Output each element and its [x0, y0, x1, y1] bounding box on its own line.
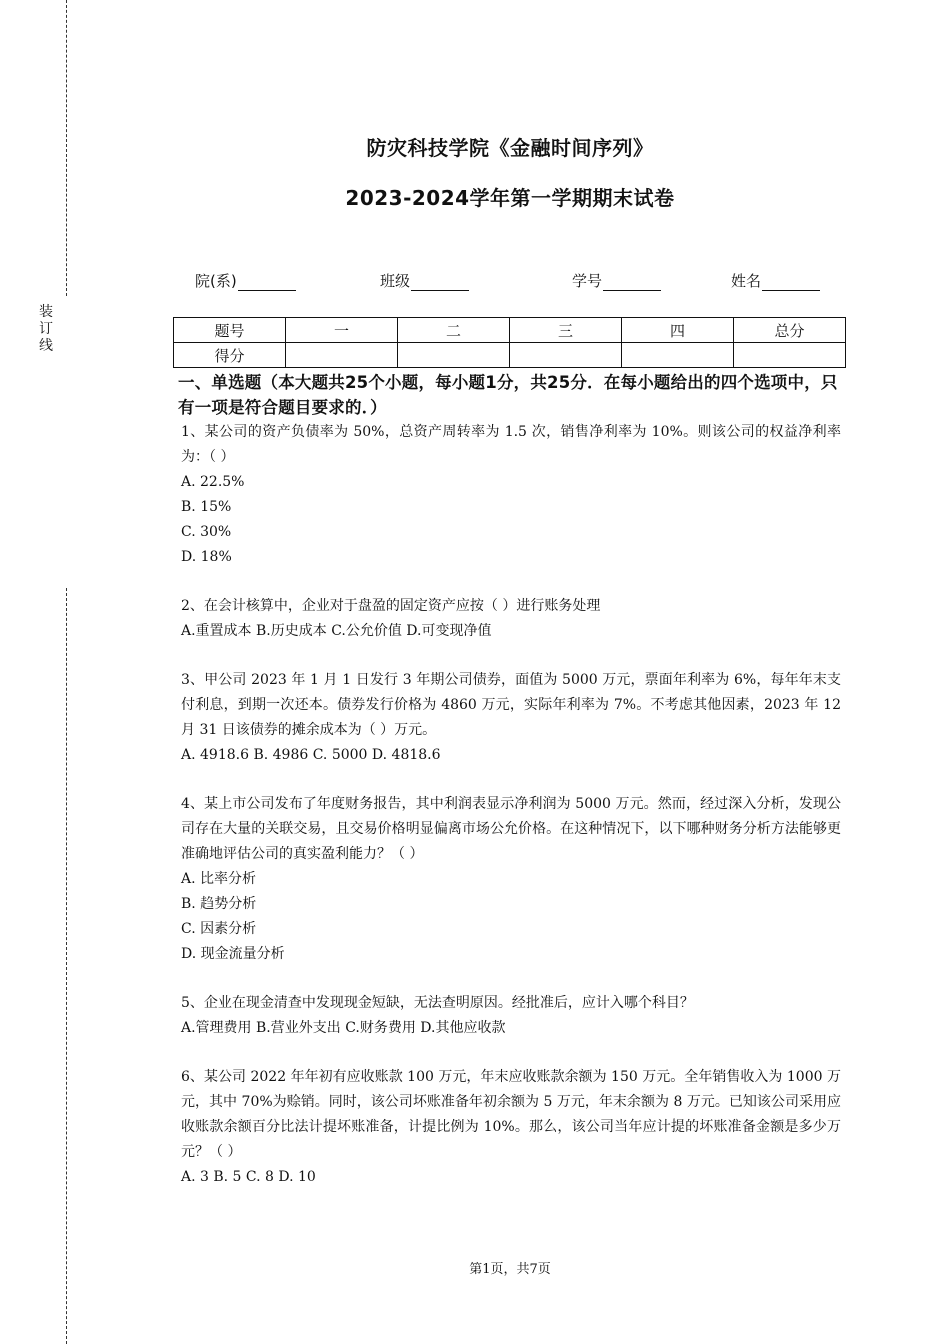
- column-header: 三: [510, 318, 622, 343]
- name-field[interactable]: [731, 270, 820, 291]
- class-blank[interactable]: [411, 274, 469, 291]
- question-6: [181, 1065, 841, 1190]
- department-blank[interactable]: [238, 274, 296, 291]
- question-1: [181, 420, 841, 570]
- name-blank[interactable]: [762, 274, 820, 291]
- score-cell[interactable]: [510, 343, 622, 368]
- page-footer: 第1页，共7页: [469, 1262, 551, 1277]
- question-options-line: A.重置成本 B.历史成本 C.公允价值 D.可变现净值: [181, 623, 492, 639]
- student-info-row: [0, 270, 950, 292]
- question-option: B. 趋势分析: [181, 896, 257, 912]
- score-table: [173, 317, 846, 368]
- score-cell[interactable]: [286, 343, 398, 368]
- question-option: A. 22.5%: [181, 474, 245, 490]
- score-cell[interactable]: [622, 343, 734, 368]
- student-id-field[interactable]: [572, 270, 661, 291]
- question-option: A. 比率分析: [181, 871, 257, 887]
- question-option: C. 因素分析: [181, 921, 257, 937]
- question-stem: 4、某上市公司发布了年度财务报告，其中利润表显示净利润为 5000 万元。然而，经过深入分析，发现公司存在大量的关联交易，且交易价格明显偏离市场公允价格。在这种情况下，以下哪种财务分析方法能够更准确地评估公司的真实盈利能力？（ ）: [181, 796, 841, 862]
- question-stem: 1、某公司的资产负债率为 50%，总资产周转率为 1.5 次，销售净利率为 10%。则该公司的权益净利率为：（ ）: [181, 424, 841, 465]
- column-header-total: 总分: [734, 318, 846, 343]
- department-field[interactable]: [195, 270, 296, 291]
- class-field[interactable]: [380, 270, 469, 291]
- question-stem: 2、在会计核算中，企业对于盘盈的固定资产应按（ ）进行账务处理: [181, 598, 601, 614]
- question-option: D. 现金流量分析: [181, 946, 285, 962]
- question-options-line: A. 4918.6 B. 4986 C. 5000 D. 4818.6: [181, 747, 441, 763]
- student-id-label: 学号: [572, 272, 603, 290]
- question-2: [181, 594, 841, 644]
- question-stem: 6、某公司 2022 年年初有应收账款 100 万元，年末应收账款余额为 150 万元。全年销售收入为 1000 万元，其中 70%为赊销。同时，该公司坏账准备年初余额为 5 万元，年末余额为 8 万元。已知该公司采用应收账款余额百分比法计提坏账准备，计提比例为 10%。那么，该公司当年应计提的坏账准备金额是多少万元？（ ）: [181, 1069, 841, 1160]
- row-label-score: 得分: [174, 343, 286, 368]
- exam-title-line1: 防灾科技学院《金融时间序列》: [366, 136, 654, 160]
- question-options-line: A. 3 B. 5 C. 8 D. 10: [181, 1169, 316, 1185]
- exam-content: [178, 370, 841, 1190]
- column-header: 四: [622, 318, 734, 343]
- score-table-header-row: [174, 318, 846, 343]
- exam-title-line2: 2023-2024学年第一学期期末试卷: [345, 186, 675, 210]
- question-3: [181, 668, 841, 768]
- department-label: 院(系): [195, 272, 237, 290]
- score-cell[interactable]: [398, 343, 510, 368]
- question-option: C. 30%: [181, 524, 232, 540]
- question-5: [181, 991, 841, 1041]
- question-option: D. 18%: [181, 549, 232, 565]
- binding-char: 线: [39, 338, 53, 354]
- column-header: 一: [286, 318, 398, 343]
- question-4: [181, 792, 841, 967]
- question-stem: 3、甲公司 2023 年 1 月 1 日发行 3 年期公司债券，面值为 5000 万元，票面年利率为 6%，每年年末支付利息，到期一次还本。债券发行价格为 4860 万元，实际年利率为 7%。不考虑其他因素，2023 年 12 月 31 日该债券的摊余成本为（ ）万元。: [181, 672, 841, 738]
- column-header: 二: [398, 318, 510, 343]
- student-id-blank[interactable]: [603, 274, 661, 291]
- binding-char: 装: [39, 304, 53, 320]
- binding-line-bottom: [66, 588, 67, 1344]
- section-header: 一、单选题（本大题共25个小题，每小题1分，共25分．在每小题给出的四个选项中，只有一项是符合题目要求的．）: [178, 373, 838, 417]
- class-label: 班级: [380, 272, 411, 290]
- name-label: 姓名: [731, 272, 762, 290]
- score-cell-total[interactable]: [734, 343, 846, 368]
- question-option: B. 15%: [181, 499, 232, 515]
- row-label-question-number: 题号: [174, 318, 286, 343]
- binding-label: [38, 304, 54, 355]
- binding-char: 订: [39, 321, 53, 337]
- score-table-score-row: [174, 343, 846, 368]
- question-options-line: A.管理费用 B.营业外支出 C.财务费用 D.其他应收款: [181, 1020, 506, 1036]
- question-stem: 5、企业在现金清查中发现现金短缺，无法查明原因。经批准后，应计入哪个科目？: [181, 995, 694, 1011]
